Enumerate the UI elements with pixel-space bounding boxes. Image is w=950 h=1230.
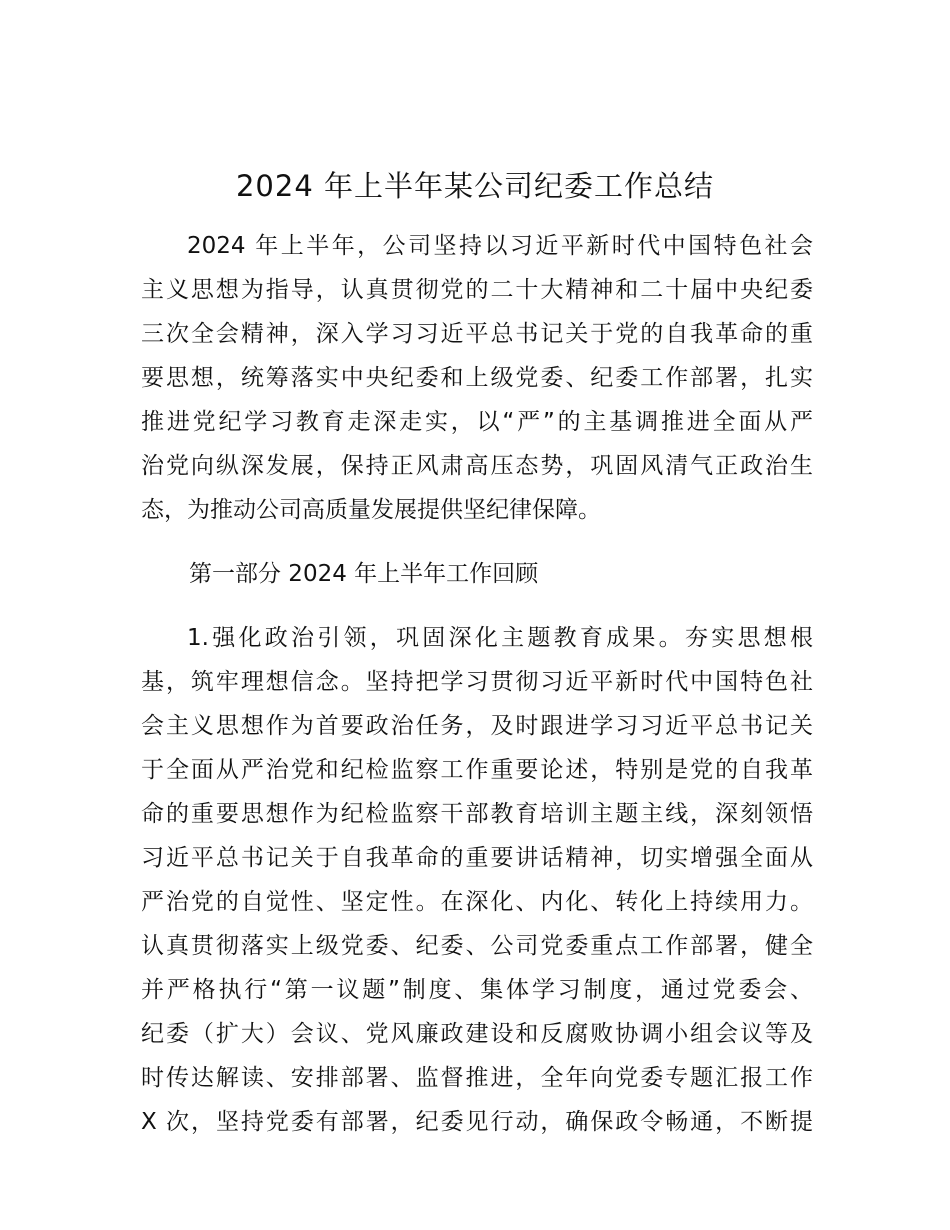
item-line: 认真贯彻落实上级党委、纪委、公司党委重点工作部署，健全 — [141, 933, 813, 959]
section-heading: 第一部分 2024 年上半年工作回顾 — [189, 561, 539, 587]
item-line: 并严格执行“第一议题”制度、集体学习制度，通过党委会、 — [141, 977, 813, 1003]
paragraph-gap — [141, 596, 813, 616]
intro-line: 主义思想为指导，认真贯彻党的二十大精神和二十届中央纪委 — [141, 277, 813, 303]
intro-line: 态，为推动公司高质量发展提供坚纪律保障。 — [141, 497, 601, 523]
document-body — [141, 224, 813, 1144]
item-line: 会主义思想作为首要政治任务，及时跟进学习习近平总书记关 — [141, 713, 813, 739]
intro-line: 三次全会精神，深入学习习近平总书记关于党的自我革命的重 — [141, 321, 813, 347]
item-line: 习近平总书记关于自我革命的重要讲话精神，切实增强全面从 — [141, 845, 813, 871]
item-line: 基，筑牢理想信念。坚持把学习贯彻习近平新时代中国特色社 — [141, 669, 813, 695]
document-title: 2024 年上半年某公司纪委工作总结 — [235, 169, 715, 203]
paragraph-gap — [141, 532, 813, 552]
item-line: X 次，坚持党委有部署，纪委见行动，确保政令畅通，不断提 — [141, 1109, 813, 1135]
item-line: 于全面从严治党和纪检监察工作重要论述，特别是党的自我革 — [141, 757, 813, 783]
intro-line: 治党向纵深发展，保持正风肃高压态势，巩固风清气正政治生 — [141, 453, 813, 479]
intro-line: 要思想，统筹落实中央纪委和上级党委、纪委工作部署，扎实 — [141, 365, 813, 391]
item-line: 纪委（扩大）会议、党风廉政建设和反腐败协调小组会议等及 — [141, 1021, 813, 1047]
intro-line: 2024 年上半年，公司坚持以习近平新时代中国特色社会 — [187, 233, 813, 259]
intro-line: 推进党纪学习教育走深走实，以“严”的主基调推进全面从严 — [141, 409, 813, 435]
item-line: 命的重要思想作为纪检监察干部教育培训主题主线，深刻领悟 — [141, 801, 813, 827]
item-line: 严治党的自觉性、坚定性。在深化、内化、转化上持续用力。 — [141, 889, 813, 915]
item-line: 1.强化政治引领，巩固深化主题教育成果。夯实思想根 — [187, 625, 813, 651]
item-line: 时传达解读、安排部署、监督推进，全年向党委专题汇报工作 — [141, 1065, 813, 1091]
